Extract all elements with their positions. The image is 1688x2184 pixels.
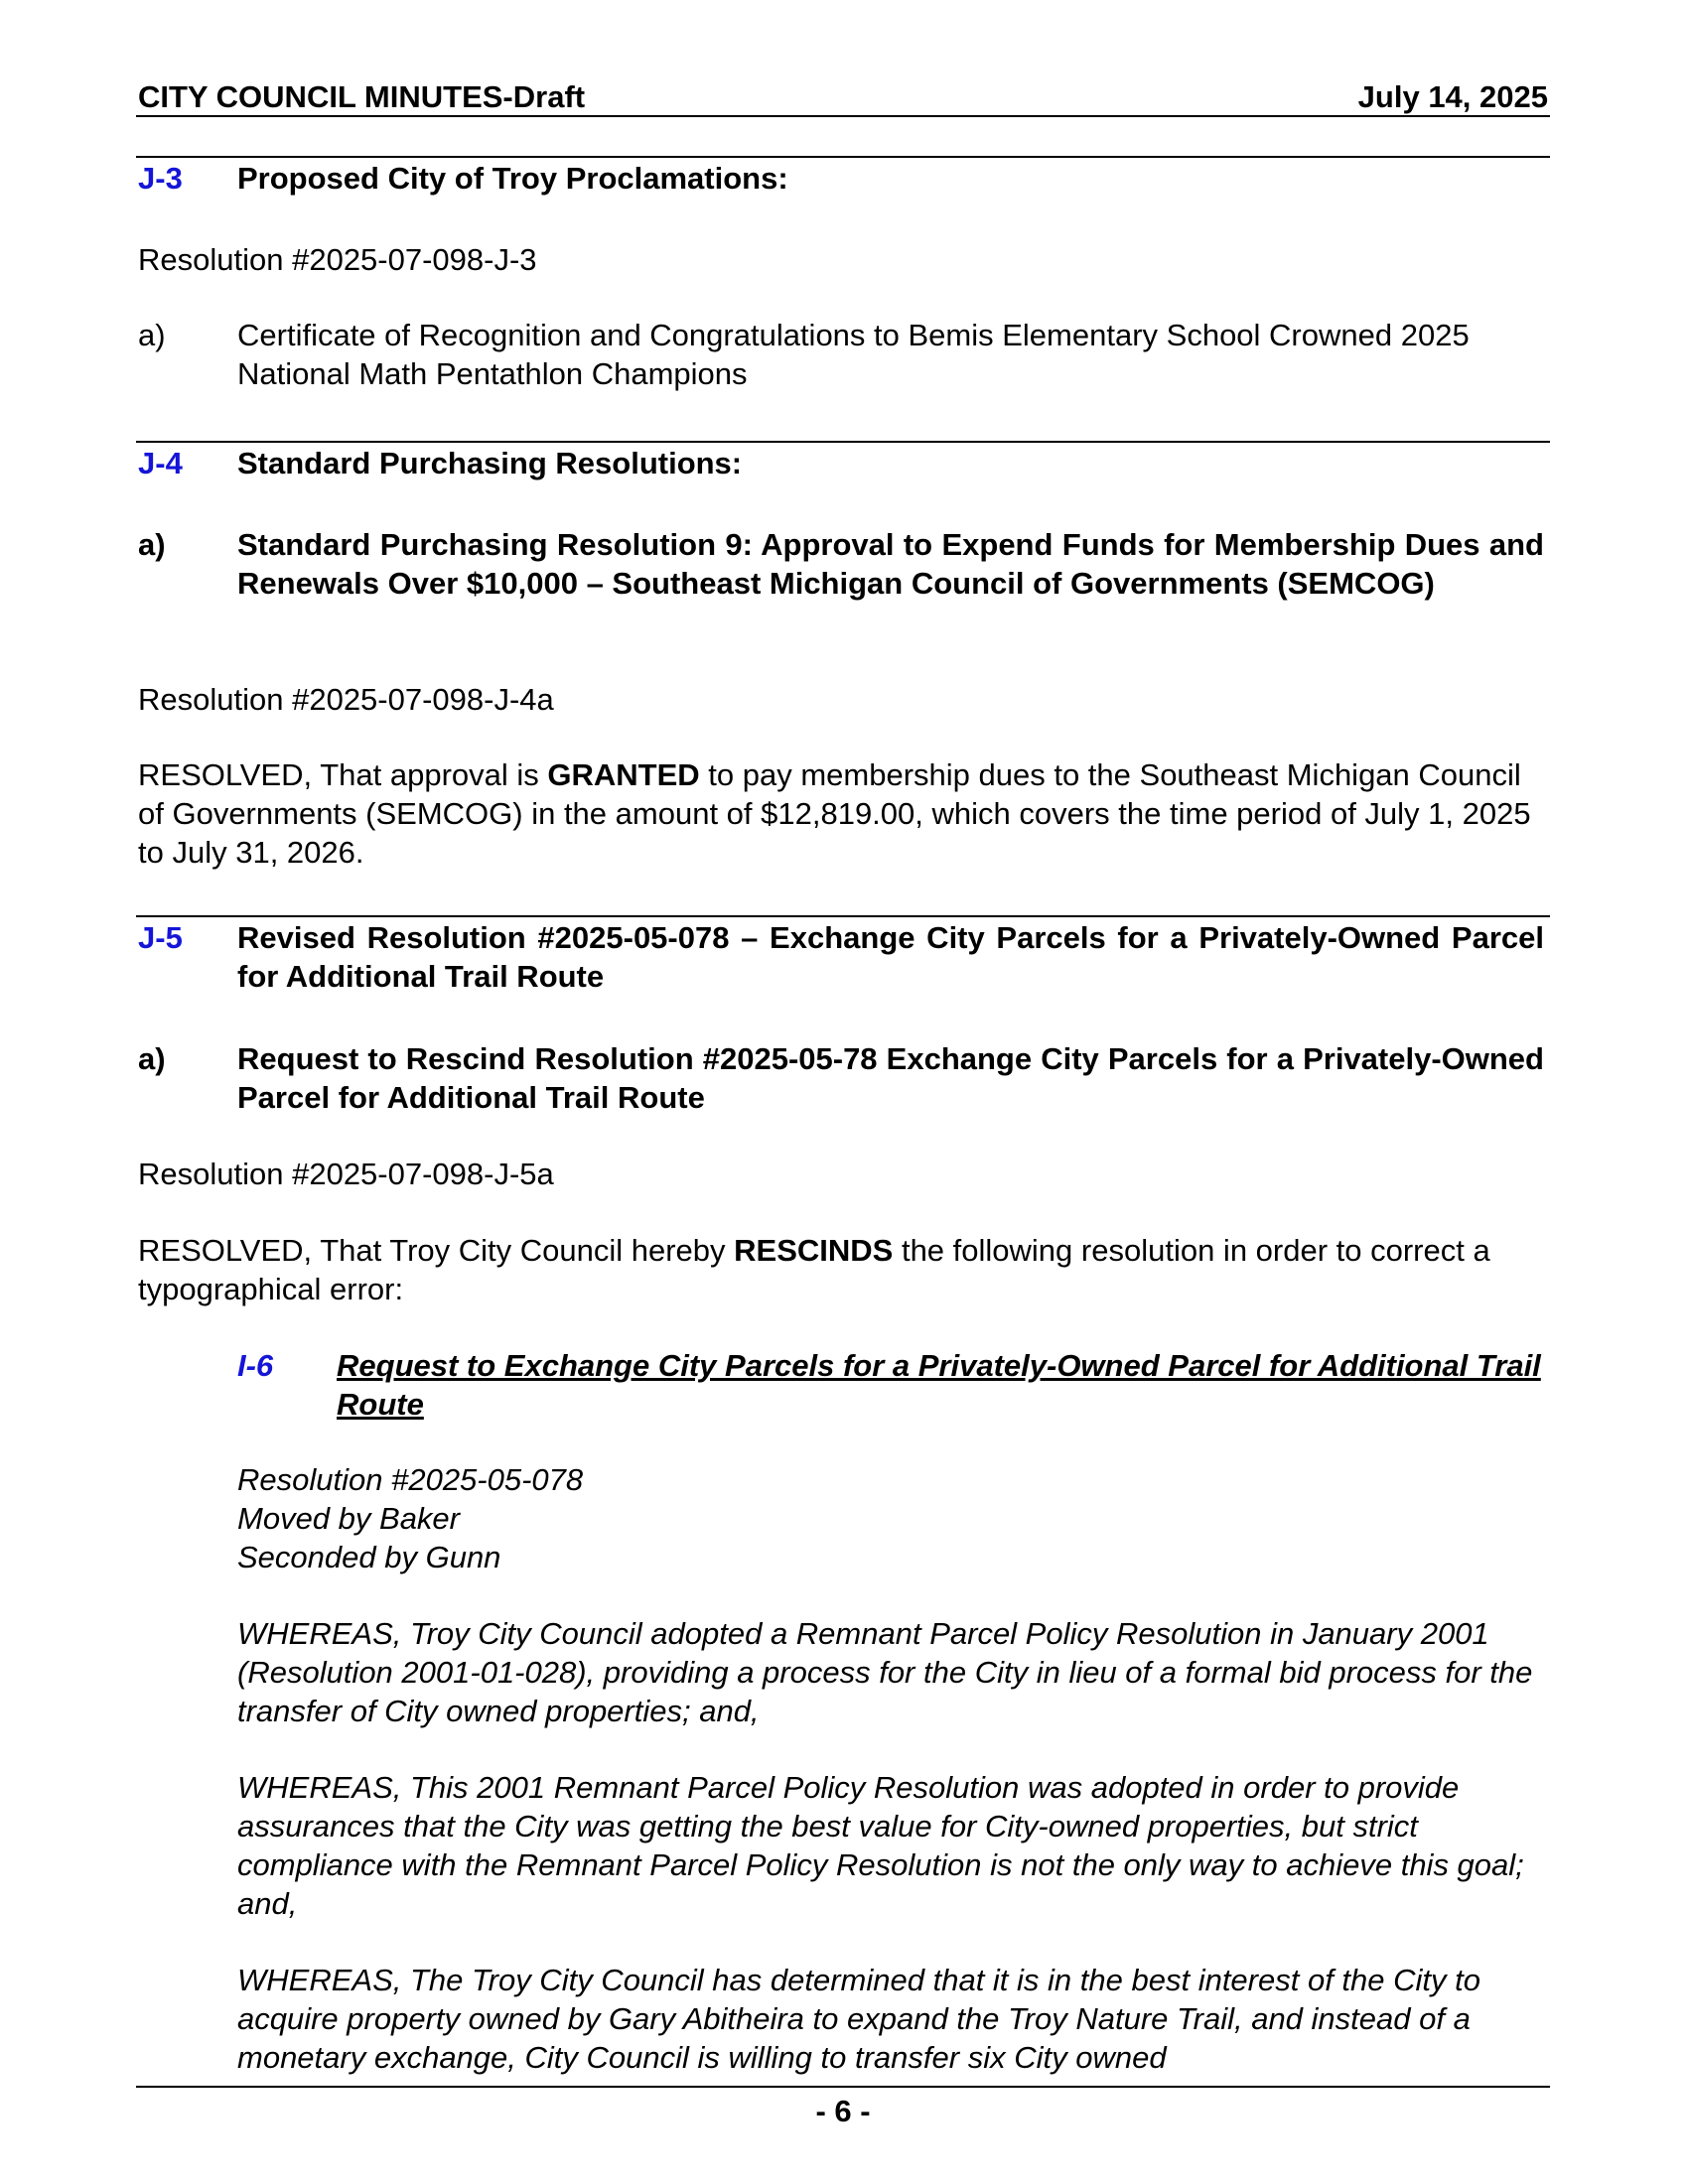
section-divider xyxy=(136,915,1550,917)
page-footer xyxy=(136,2086,1550,2130)
resolved-paragraph xyxy=(138,755,1548,872)
resolved-suffix: the following resolution in order to correct a typographical error: xyxy=(138,1233,1490,1306)
moved-by: Moved by Baker xyxy=(237,1501,460,1536)
resolved-prefix: RESOLVED, That approval is xyxy=(138,757,548,792)
meeting-date: July 14, 2025 xyxy=(1357,79,1548,114)
item-text: Standard Purchasing Resolution 9: Approval to Expend Funds for Membership Dues and Renewals Over $10,000 – Southeast Michigan Council of Governments (SEMCOG) xyxy=(237,527,1544,601)
resolved-action: RESCINDS xyxy=(734,1233,894,1268)
agenda-code: J-3 xyxy=(138,161,183,196)
section-title: Proposed City of Troy Proclamations: xyxy=(237,161,788,196)
item-text: Request to Rescind Resolution #2025-05-78 Exchange City Parcels for a Privately-Owned Parcel for Additional Trail Route xyxy=(237,1041,1544,1115)
seconded-by: Seconded by Gunn xyxy=(237,1540,501,1574)
item-label: a) xyxy=(138,318,166,352)
item-label: a) xyxy=(138,527,166,562)
section-divider xyxy=(136,441,1550,443)
resolution-number: Resolution #2025-07-098-J-5a xyxy=(138,1157,554,1191)
item-label: a) xyxy=(138,1041,166,1076)
section-divider xyxy=(136,156,1550,158)
whereas-paragraph: WHEREAS, The Troy City Council has determined that it is in the best interest of the City to acquire property owned by Gary Abitheira to expand the Troy Nature Trail, and instead of a monetary exchange, City Council is willing to transfer six City owned xyxy=(237,1963,1480,2075)
resolution-number: Resolution #2025-05-078 xyxy=(237,1462,584,1497)
quoted-title: Request to Exchange City Parcels for a Privately-Owned Parcel for Additional Trail Route xyxy=(337,1348,1541,1422)
resolved-suffix: to pay membership dues to the Southeast Michigan Council of Governments (SEMCOG) in the amount of $12,819.00, which covers the time period of July 1, 2025 to July 31, 2026. xyxy=(138,757,1531,870)
document-title: CITY COUNCIL MINUTES-Draft xyxy=(138,79,586,114)
item-text: Certificate of Recognition and Congratulations to Bemis Elementary School Crowned 2025 National Math Pentathlon Champions xyxy=(237,318,1470,391)
agenda-code: J-4 xyxy=(138,446,183,480)
section-title: Revised Resolution #2025-05-078 – Exchange City Parcels for a Privately-Owned Parcel for Additional Trail Route xyxy=(237,920,1544,994)
page-header xyxy=(136,79,1550,117)
section-title: Standard Purchasing Resolutions: xyxy=(237,446,743,480)
whereas-paragraph: WHEREAS, This 2001 Remnant Parcel Policy Resolution was adopted in order to provide assurances that the City was getting the best value for City-owned properties, but strict compliance with the Remnant Parcel Policy Resolution is not the only way to achieve this goal; and, xyxy=(237,1770,1524,1921)
resolution-number: Resolution #2025-07-098-J-4a xyxy=(138,682,554,717)
resolved-prefix: RESOLVED, That Troy City Council hereby xyxy=(138,1233,735,1268)
resolved-paragraph xyxy=(138,1231,1548,1308)
resolved-action: GRANTED xyxy=(547,757,700,792)
whereas-paragraph: WHEREAS, Troy City Council adopted a Remnant Parcel Policy Resolution in January 2001 (Resolution 2001-01-028), providing a process for the City in lieu of a formal bid process for the transfer of City owned properties; and, xyxy=(237,1616,1533,1728)
agenda-code: I-6 xyxy=(237,1348,274,1383)
document-page xyxy=(136,0,1550,2184)
agenda-code: J-5 xyxy=(138,920,183,955)
page-number: - 6 - xyxy=(815,2094,871,2128)
resolution-number: Resolution #2025-07-098-J-3 xyxy=(138,242,537,277)
